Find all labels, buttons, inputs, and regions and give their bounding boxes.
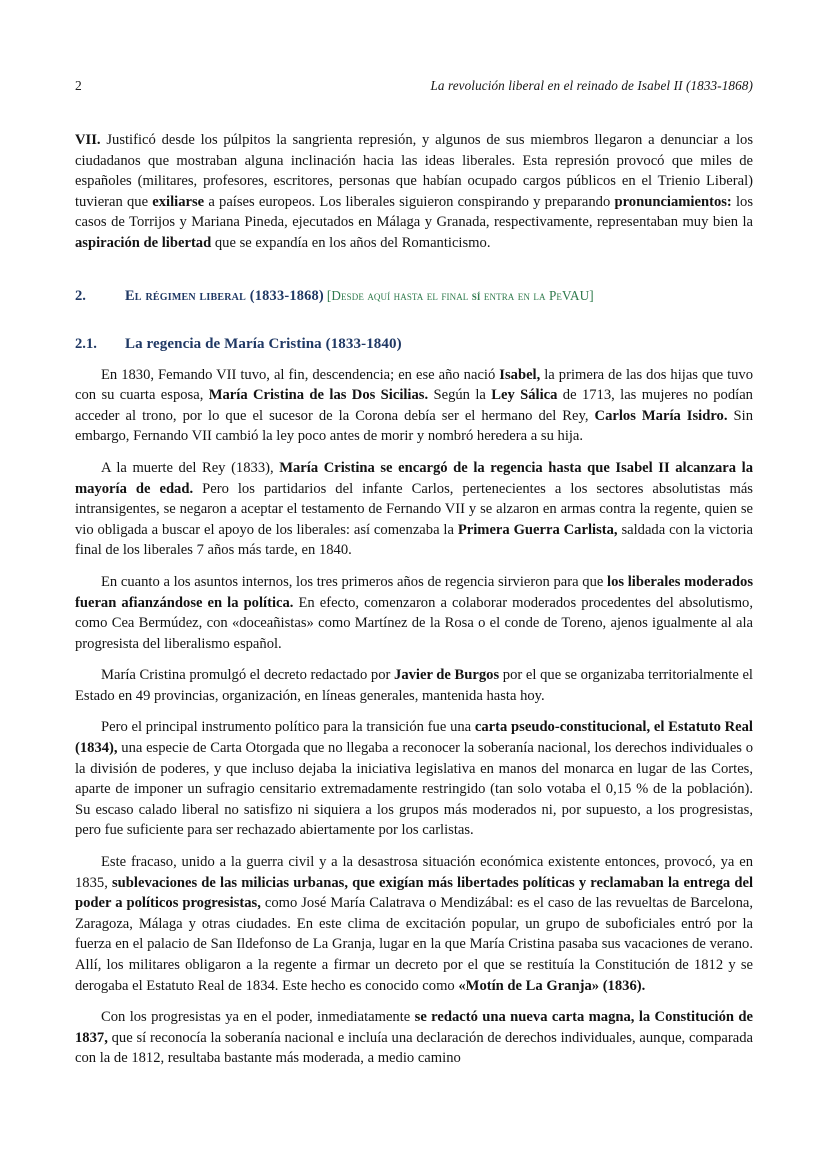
- heading-section-2-1-number: 2.1.: [75, 335, 97, 352]
- p-motin-la-granja-run-2-text: como José María Calatrava o Mendizábal: es el caso de las revueltas de Barcelona, Zaragoza, Málaga y otras ciudades. En este clima de excitación popular, un grupo de suboficiales entró por la fuerza en el palacio de San Ildefonso de La Granja, lugar en la que María Cristina pasaba sus vacaciones de verano. Allí, los militares obligaron a la regente a firmar un decreto por el que se restituía la Constitución de 1812 y se derogaba el Estatuto Real de 1834. Este hecho es conocido como: [75, 895, 753, 994]
- intro-text-1: Justificó desde los púlpitos la sangrienta represión, y algunos de sus miembros llegaron a denunciar a los ciudadanos que mostraban alguna inclinación hacia las ideas liberales. Esta represión provocó que miles de españoles (militares, profesores, escritores, personas que habían ocupado cargos públicos en el Trienio Liberal) tuvieran que: [75, 132, 753, 210]
- p-muerte-del-rey-run-4-text: saldada con la victoria final de los liberales 7 años más tarde, en 1840.: [75, 521, 754, 559]
- note-bold-si: sí: [471, 287, 481, 303]
- intro-text-3: los casos de Torrijos y Mariana Pineda, ejecutados en Málaga y Granada, respectivamente, representaban muy bien la: [75, 193, 754, 231]
- note-open-text: [Desde aquí hasta el final: [326, 287, 472, 303]
- intro-text-4: que se expandía en los años del Romanticismo.: [211, 234, 491, 251]
- heading-section-2-1-title: La regencia de María Cristina (1833-1840): [125, 335, 402, 352]
- paragraph-p-asuntos-internos: [75, 572, 753, 654]
- p-asuntos-internos-run-2-text: En efecto, comenzaron a colaborar moderados procedentes del absolutismo, como Cea Bermúdez, con «doceañistas» como Martínez de la Rosa o el conde de Toreno, ajenos igualmente al ala progresista del liberalismo español.: [75, 594, 754, 652]
- p-javier-de-burgos-run-2-text: por el que se organizaba territorialmente el Estado en 49 provincias, organización, en líneas generales, mantenida hasta hoy.: [75, 667, 753, 704]
- page-number: 2: [75, 78, 82, 93]
- heading-section-2: [75, 288, 753, 305]
- p-javier-de-burgos-run-1-bold: Javier de Burgos: [394, 667, 500, 684]
- p-estatuto-real-run-2-text: una especie de Carta Otorgada que no llegaba a reconocer la soberanía nacional, los derechos individuales o la división de poderes, y que incluso dejaba la iniciativa legislativa en manos del monarca en lugar de las Cortes, aparte de imponer un sufragio censitario extremadamente restringido (tan solo votaba el 0,15 % de la población). Su escaso calado liberal no satisfizo ni siquiera a los grupos más moderados ni, por supuesto, a los progresistas, pero fue suficiente para ser rechazado abiertamente por los carlistas.: [75, 740, 753, 839]
- heading-section-2-note: [327, 288, 594, 303]
- p-estatuto-real-run-0-text: Pero el principal instrumento político para la transición fue una: [101, 719, 475, 736]
- running-title: La revolución liberal en el reinado de Isabel II (1833-1868): [430, 78, 753, 93]
- paragraph-p-muerte-del-rey: [75, 458, 753, 561]
- p-1830-descendencia-run-6-text: de 1713, las mujeres no podían acceder al trono, por lo que el sucesor de la Corona debía ser el hermano del Rey,: [75, 387, 753, 424]
- heading-section-2-text: [125, 288, 594, 305]
- paragraph-intro-vii: [75, 130, 753, 254]
- paragraph-p-constitucion-1837: [75, 1007, 753, 1069]
- p-1830-descendencia-run-4-text: Según la: [428, 387, 492, 404]
- paragraph-p-estatuto-real: [75, 717, 753, 841]
- note-close-text: entra en la PeVAU]: [480, 287, 594, 303]
- heading-section-2-title: El régimen liberal (1833-1868): [125, 287, 324, 304]
- p-estatuto-real-run-1-bold: carta pseudo-constitucional, el Estatuto Real (1834),: [75, 719, 753, 757]
- p-javier-de-burgos-run-0-text: María Cristina promulgó el decreto redactado por: [101, 667, 395, 684]
- paragraph-flow: [75, 365, 753, 1069]
- p-motin-la-granja-run-3-bold: «Motín de La Granja» (1836).: [458, 977, 646, 994]
- p-1830-descendencia-run-0-text: En 1830, Femando VII tuvo, al fin, descendencia; en ese año nació: [101, 366, 500, 383]
- paragraph-p-1830-descendencia: [75, 365, 753, 447]
- p-muerte-del-rey-run-2-text: Pero los partidarios del infante Carlos, pertenecientes a los sectores absolutistas más intransigentes, se negaron a aceptar el testamento de Fernando VII y se alzaron en armas contra la regente, quien se vio obligada a buscar el apoyo de los liberales: así comenzaba la: [75, 480, 753, 538]
- p-1830-descendencia-run-7-bold: Carlos María Isidro.: [594, 407, 728, 424]
- paragraph-lead-label: VII.: [75, 132, 101, 148]
- paragraph-p-javier-de-burgos: [75, 665, 753, 706]
- intro-bold-pronunciamientos: pronunciamientos:: [614, 193, 732, 210]
- p-1830-descendencia-run-3-bold: María Cristina de las Dos Sicilias.: [208, 387, 429, 404]
- paragraph-p-motin-la-granja: [75, 852, 753, 996]
- p-constitucion-1837-run-0-text: Con los progresistas ya en el poder, inmediatamente: [101, 1009, 415, 1026]
- p-asuntos-internos-run-0-text: En cuanto a los asuntos internos, los tres primeros años de regencia sirvieron para que: [101, 573, 608, 590]
- p-1830-descendencia-run-8-text: Sin embargo, Fernando VII cambió la ley poco antes de morir y nombró heredera a su hija.: [75, 407, 753, 445]
- running-head: [75, 78, 753, 96]
- p-constitucion-1837-run-1-bold: se redactó una nueva carta magna, la Constitución de 1837,: [75, 1009, 753, 1046]
- intro-bold-exiliarse: exiliarse: [152, 193, 205, 210]
- p-motin-la-granja-run-1-bold: sublevaciones de las milicias urbanas, que exigían más libertades políticas y reclamaban la entrega del poder a políticos progresistas,: [75, 874, 753, 912]
- intro-bold-aspiracion: aspiración de libertad: [75, 234, 212, 251]
- heading-section-2-number: 2.: [75, 287, 86, 304]
- heading-section-2-1: [75, 336, 753, 353]
- p-muerte-del-rey-run-3-bold: Primera Guerra Carlista,: [457, 521, 618, 538]
- p-1830-descendencia-run-2-text: la primera de las dos hijas que tuvo con su cuarta esposa,: [75, 366, 754, 404]
- p-1830-descendencia-run-1-bold: Isabel,: [499, 366, 541, 383]
- p-muerte-del-rey-run-1-bold: María Cristina se encargó de la regencia hasta que Isabel II alcanzara la mayoría de edad.: [75, 459, 753, 497]
- p-constitucion-1837-run-2-text: que sí reconocía la soberanía nacional e incluía una declaración de derechos individuales, aunque, comparada con la de 1812, resultaba bastante más moderada, a medio camino: [75, 1029, 753, 1067]
- p-motin-la-granja-run-0-text: Este fracaso, unido a la guerra civil y a la desastrosa situación económica existente entonces, provocó, ya en 1835,: [75, 854, 753, 891]
- p-1830-descendencia-run-5-bold: Ley Sálica: [491, 387, 558, 404]
- p-muerte-del-rey-run-0-text: A la muerte del Rey (1833),: [101, 459, 280, 476]
- p-asuntos-internos-run-1-bold: los liberales moderados fueran afianzándose en la política.: [75, 573, 753, 611]
- intro-text-2: a países europeos. Los liberales siguieron conspirando y preparando: [204, 193, 615, 210]
